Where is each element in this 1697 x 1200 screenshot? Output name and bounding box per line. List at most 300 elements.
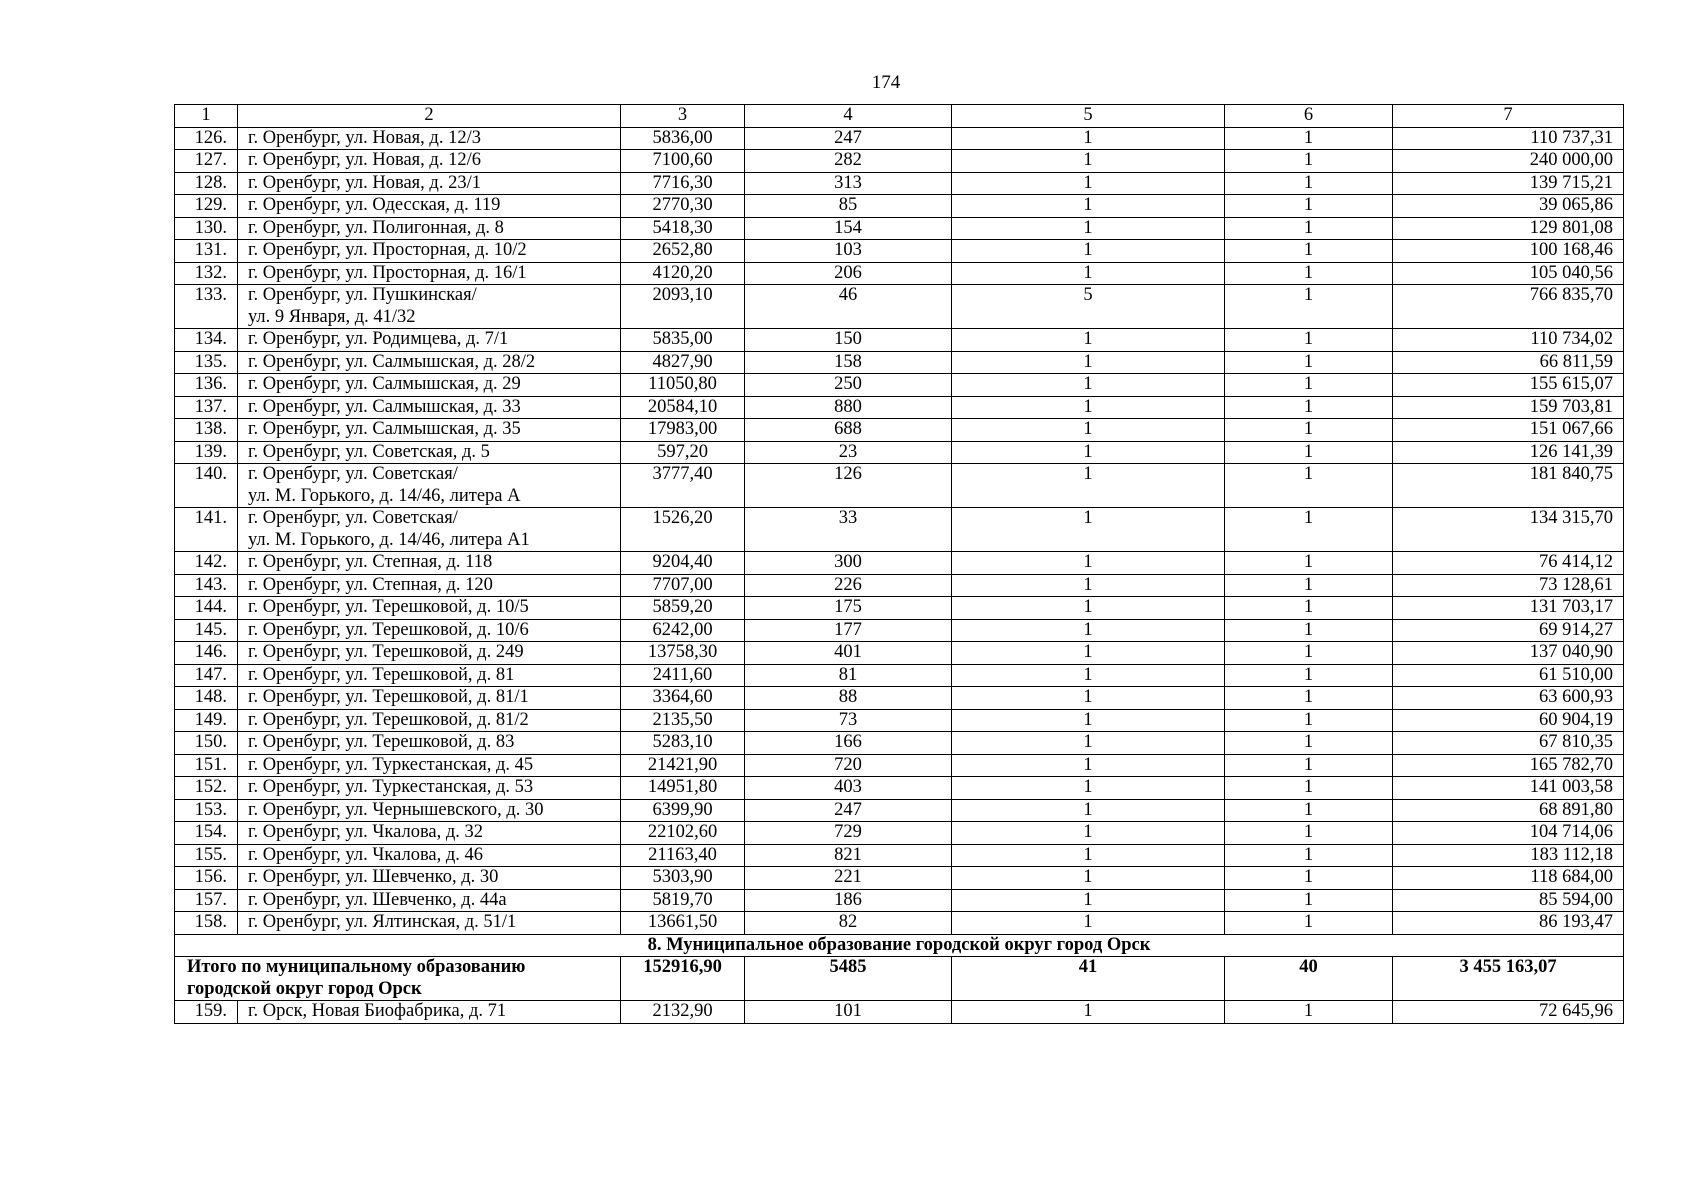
area-cell: 2093,10 [621,285,745,329]
row-number-cell: 146. [175,642,238,665]
residents-cell: 101 [745,1001,952,1024]
residents-cell: 46 [745,285,952,329]
row-number-cell: 159. [175,1001,238,1024]
count-cell: 1 [952,844,1225,867]
count-cell: 1 [952,240,1225,263]
address-line: г. Оренбург, ул. Родимцева, д. 7/1 [248,329,509,349]
area-cell: 2411,60 [621,664,745,687]
total-label-cell [175,957,621,1001]
count-cell: 1 [952,754,1225,777]
table-row [175,240,1624,263]
address-cell [238,664,621,687]
address-line: г. Оренбург, ул. Одесская, д. 119 [248,195,501,215]
count-cell: 1 [1225,799,1393,822]
table-row [175,552,1624,575]
table-row [175,732,1624,755]
address-cell [238,732,621,755]
row-number-cell: 158. [175,912,238,935]
address-line: г. Оренбург, ул. Салмышская, д. 33 [248,396,521,417]
residents-cell: 880 [745,396,952,419]
table-row [175,351,1624,374]
count-cell: 1 [952,732,1225,755]
row-number-cell: 154. [175,822,238,845]
count-cell: 1 [952,867,1225,890]
amount-cell: 39 065,86 [1393,195,1624,218]
residents-cell: 33 [745,508,952,552]
residents-cell: 23 [745,441,952,464]
table-row [175,441,1624,464]
row-number-cell: 135. [175,351,238,374]
count-cell: 1 [1225,195,1393,218]
count-cell: 1 [1225,867,1393,890]
table-row [175,1001,1624,1024]
address-cell [238,597,621,620]
area-cell: 9204,40 [621,552,745,575]
count-cell: 1 [952,799,1225,822]
count-cell: 1 [1225,664,1393,687]
table-row [175,217,1624,240]
count-cell: 1 [952,262,1225,285]
address-cell [238,374,621,397]
residents-cell: 403 [745,777,952,800]
address-cell [238,777,621,800]
amount-cell: 137 040,90 [1393,642,1624,665]
address-cell [238,709,621,732]
count-cell: 1 [1225,262,1393,285]
row-number-cell: 132. [175,262,238,285]
address-line: г. Оренбург, ул. Чернышевского, д. 30 [248,799,544,820]
count-cell: 1 [952,329,1225,352]
count-cell: 1 [1225,912,1393,935]
amount-cell: 66 811,59 [1393,351,1624,374]
address-line: г. Оренбург, ул. Терешковой, д. 81/1 [248,687,529,707]
count-cell: 1 [1225,619,1393,642]
area-cell: 3364,60 [621,687,745,710]
address-line: г. Оренбург, ул. Полигонная, д. 8 [248,217,504,238]
row-number-cell: 148. [175,687,238,710]
amount-cell: 100 168,46 [1393,240,1624,263]
area-cell: 5283,10 [621,732,745,755]
residents-cell: 250 [745,374,952,397]
table-row [175,508,1624,552]
amount-cell: 129 801,08 [1393,217,1624,240]
residents-cell: 221 [745,867,952,890]
address-line: г. Оренбург, ул. Туркестанская, д. 53 [248,777,534,797]
residents-cell: 166 [745,732,952,755]
row-number-cell: 127. [175,150,238,173]
address-line: г. Оренбург, ул. Салмышская, д. 28/2 [248,351,536,372]
count-cell: 1 [1225,777,1393,800]
amount-cell: 72 645,96 [1393,1001,1624,1024]
count-cell: 1 [952,597,1225,620]
count-cell: 1 [952,687,1225,710]
count-cell: 1 [1225,329,1393,352]
count-cell: 1 [952,822,1225,845]
amount-cell: 69 914,27 [1393,619,1624,642]
row-number-cell: 133. [175,285,238,329]
count-cell: 1 [1225,351,1393,374]
residents-cell: 175 [745,597,952,620]
row-number-cell: 153. [175,799,238,822]
address-cell [238,822,621,845]
count-cell: 1 [1225,732,1393,755]
residents-cell: 186 [745,889,952,912]
area-cell: 17983,00 [621,419,745,442]
count-cell: 1 [1225,754,1393,777]
residents-cell: 720 [745,754,952,777]
column-number-row [175,105,1624,128]
area-cell: 597,20 [621,441,745,464]
amount-cell: 131 703,17 [1393,597,1624,620]
address-line: г. Оренбург, ул. Советская/ [248,508,458,528]
address-line: г. Оренбург, ул. Чкалова, д. 32 [248,822,484,842]
table-row [175,822,1624,845]
count-cell: 1 [952,396,1225,419]
amount-cell: 104 714,06 [1393,822,1624,845]
table-row [175,172,1624,195]
count-cell: 1 [1225,464,1393,508]
count-cell: 1 [952,664,1225,687]
residents-cell: 103 [745,240,952,263]
amount-cell: 67 810,35 [1393,732,1624,755]
table-row [175,619,1624,642]
count-cell: 1 [952,374,1225,397]
address-cell [238,552,621,575]
row-number-cell: 147. [175,664,238,687]
count-cell: 1 [1225,508,1393,552]
address-line: г. Оренбург, ул. Терешковой, д. 81/2 [248,709,529,730]
total-count-cell: 40 [1225,957,1393,1001]
row-number-cell: 152. [175,777,238,800]
address-cell [238,619,621,642]
area-cell: 7707,00 [621,574,745,597]
address-line: г. Оренбург, ул. Терешковой, д. 83 [248,732,515,752]
table-row [175,285,1624,329]
count-cell: 1 [952,150,1225,173]
count-cell: 1 [1225,552,1393,575]
table-row [175,597,1624,620]
count-cell: 1 [1225,240,1393,263]
table-row [175,374,1624,397]
amount-cell: 151 067,66 [1393,419,1624,442]
count-cell: 1 [1225,574,1393,597]
area-cell: 7100,60 [621,150,745,173]
address-cell [238,799,621,822]
address-cell [238,195,621,218]
address-line: г. Оренбург, ул. Терешковой, д. 10/6 [248,619,529,640]
area-cell: 5418,30 [621,217,745,240]
residents-cell: 206 [745,262,952,285]
row-number-cell: 139. [175,441,238,464]
amount-cell: 63 600,93 [1393,687,1624,710]
page-number: 174 [871,72,901,93]
table-row [175,262,1624,285]
count-cell: 1 [952,1001,1225,1024]
area-cell: 2135,50 [621,709,745,732]
count-cell: 1 [1225,889,1393,912]
row-number-cell: 131. [175,240,238,263]
amount-cell: 155 615,07 [1393,374,1624,397]
amount-cell: 134 315,70 [1393,508,1624,552]
table-row [175,664,1624,687]
amount-cell: 183 112,18 [1393,844,1624,867]
area-cell: 1526,20 [621,508,745,552]
table-row [175,799,1624,822]
residents-cell: 88 [745,687,952,710]
residents-cell: 73 [745,709,952,732]
amount-cell: 139 715,21 [1393,172,1624,195]
total-label-line: Итого по муниципальному образованию [187,957,526,977]
address-line: г. Оренбург, ул. Степная, д. 118 [248,552,493,572]
address-cell [238,329,621,352]
address-cell [238,419,621,442]
residents-cell: 313 [745,172,952,195]
area-cell: 2652,80 [621,240,745,263]
address-line: г. Оренбург, ул. Ялтинская, д. 51/1 [248,912,517,932]
area-cell: 11050,80 [621,374,745,397]
address-cell [238,889,621,912]
count-cell: 1 [952,217,1225,240]
table-row [175,642,1624,665]
amount-cell: 110 737,31 [1393,127,1624,150]
count-cell: 5 [952,285,1225,329]
area-cell: 4120,20 [621,262,745,285]
area-cell: 6399,90 [621,799,745,822]
count-cell: 1 [952,619,1225,642]
count-cell: 1 [952,351,1225,374]
residents-cell: 729 [745,822,952,845]
count-cell: 1 [1225,150,1393,173]
count-cell: 1 [952,195,1225,218]
address-cell [238,127,621,150]
count-cell: 1 [952,552,1225,575]
address-cell [238,240,621,263]
amount-cell: 86 193,47 [1393,912,1624,935]
count-cell: 1 [952,777,1225,800]
count-cell: 1 [1225,127,1393,150]
amount-cell: 165 782,70 [1393,754,1624,777]
column-header: 3 [621,105,745,128]
row-number-cell: 157. [175,889,238,912]
section-heading-row [175,934,1624,957]
amount-cell: 110 734,02 [1393,329,1624,352]
row-number-cell: 151. [175,754,238,777]
area-cell: 21421,90 [621,754,745,777]
count-cell: 1 [952,441,1225,464]
count-cell: 1 [1225,441,1393,464]
count-cell: 1 [1225,709,1393,732]
row-number-cell: 137. [175,396,238,419]
row-number-cell: 134. [175,329,238,352]
area-cell: 5859,20 [621,597,745,620]
row-number-cell: 150. [175,732,238,755]
residents-cell: 688 [745,419,952,442]
area-cell: 22102,60 [621,822,745,845]
amount-cell: 76 414,12 [1393,552,1624,575]
row-number-cell: 140. [175,464,238,508]
row-number-cell: 145. [175,619,238,642]
count-cell: 1 [952,464,1225,508]
row-number-cell: 138. [175,419,238,442]
column-header: 6 [1225,105,1393,128]
row-number-cell: 141. [175,508,238,552]
count-cell: 1 [952,574,1225,597]
table-row [175,912,1624,935]
amount-cell: 159 703,81 [1393,396,1624,419]
area-cell: 5836,00 [621,127,745,150]
address-line: г. Оренбург, ул. Советская/ [248,464,458,484]
count-cell: 1 [1225,419,1393,442]
address-cell [238,217,621,240]
amount-cell: 61 510,00 [1393,664,1624,687]
address-line: г. Оренбург, ул. Советская, д. 5 [248,441,490,462]
residents-cell: 150 [745,329,952,352]
row-number-cell: 156. [175,867,238,890]
area-cell: 7716,30 [621,172,745,195]
total-amount-cell: 3 455 163,07 [1393,957,1624,1001]
table-row [175,889,1624,912]
area-cell: 6242,00 [621,619,745,642]
area-cell: 20584,10 [621,396,745,419]
residents-cell: 154 [745,217,952,240]
count-cell: 1 [1225,374,1393,397]
total-label-line: городской округ город Орск [187,978,422,999]
area-cell: 14951,80 [621,777,745,800]
address-cell [238,574,621,597]
area-cell: 5303,90 [621,867,745,890]
address-line: г. Оренбург, ул. Степная, д. 120 [248,574,493,595]
table-row [175,419,1624,442]
address-line: г. Оренбург, ул. Просторная, д. 10/2 [248,240,527,260]
count-cell: 1 [1225,172,1393,195]
count-cell: 1 [1225,285,1393,329]
residents-cell: 247 [745,799,952,822]
area-cell: 3777,40 [621,464,745,508]
count-cell: 1 [952,508,1225,552]
count-cell: 1 [1225,396,1393,419]
table-row [175,150,1624,173]
address-line: г. Орск, Новая Биофабрика, д. 71 [248,1001,507,1021]
residents-cell: 177 [745,619,952,642]
address-line: г. Оренбург, ул. Салмышская, д. 29 [248,374,521,394]
table-row [175,844,1624,867]
amount-cell: 240 000,00 [1393,150,1624,173]
total-count-cell: 41 [952,957,1225,1001]
count-cell: 1 [1225,597,1393,620]
count-cell: 1 [952,912,1225,935]
amount-cell: 181 840,75 [1393,464,1624,508]
residents-cell: 300 [745,552,952,575]
table-row [175,396,1624,419]
address-line: г. Оренбург, ул. Просторная, д. 16/1 [248,262,527,283]
count-cell: 1 [952,419,1225,442]
table-row [175,867,1624,890]
total-row [175,957,1624,1001]
residents-cell: 401 [745,642,952,665]
row-number-cell: 143. [175,574,238,597]
address-line: г. Оренбург, ул. Шевченко, д. 44а [248,889,507,910]
count-cell: 1 [952,172,1225,195]
row-number-cell: 130. [175,217,238,240]
table-row [175,464,1624,508]
count-cell: 1 [1225,217,1393,240]
address-line: г. Оренбург, ул. Салмышская, д. 35 [248,419,521,439]
address-line: г. Оренбург, ул. Терешковой, д. 10/5 [248,597,529,617]
residents-cell: 81 [745,664,952,687]
address-line: г. Оренбург, ул. Терешковой, д. 81 [248,664,515,685]
area-cell: 21163,40 [621,844,745,867]
housing-register-table [174,104,1624,1024]
column-header: 2 [238,105,621,128]
total-residents-cell: 5485 [745,957,952,1001]
address-line: ул. М. Горького, д. 14/46, литера А [248,485,521,506]
count-cell: 1 [1225,642,1393,665]
count-cell: 1 [1225,687,1393,710]
amount-cell: 60 904,19 [1393,709,1624,732]
address-line: г. Оренбург, ул. Чкалова, д. 46 [248,844,484,865]
row-number-cell: 136. [175,374,238,397]
address-cell [238,844,621,867]
table-row [175,687,1624,710]
address-cell [238,912,621,935]
amount-cell: 141 003,58 [1393,777,1624,800]
address-cell [238,441,621,464]
address-line: г. Оренбург, ул. Терешковой, д. 249 [248,642,524,662]
section-heading: 8. Муниципальное образование городской округ город Орск [175,934,1624,957]
address-line: г. Оренбург, ул. Новая, д. 12/6 [248,150,481,170]
column-header: 5 [952,105,1225,128]
address-line: ул. 9 Января, д. 41/32 [248,306,416,327]
amount-cell: 85 594,00 [1393,889,1624,912]
area-cell: 2132,90 [621,1001,745,1024]
row-number-cell: 129. [175,195,238,218]
address-cell [238,1001,621,1024]
area-cell: 4827,90 [621,351,745,374]
row-number-cell: 149. [175,709,238,732]
address-cell [238,172,621,195]
row-number-cell: 126. [175,127,238,150]
count-cell: 1 [952,127,1225,150]
count-cell: 1 [1225,822,1393,845]
residents-cell: 82 [745,912,952,935]
amount-cell: 73 128,61 [1393,574,1624,597]
address-cell [238,642,621,665]
address-cell [238,262,621,285]
table-body [175,105,1624,1024]
area-cell: 2770,30 [621,195,745,218]
table-row [175,777,1624,800]
total-area-cell: 152916,90 [621,957,745,1001]
table-row [175,195,1624,218]
residents-cell: 158 [745,351,952,374]
amount-cell: 126 141,39 [1393,441,1624,464]
address-line: ул. М. Горького, д. 14/46, литера А1 [248,529,530,550]
row-number-cell: 142. [175,552,238,575]
address-cell [238,687,621,710]
address-cell [238,508,621,552]
residents-cell: 247 [745,127,952,150]
residents-cell: 821 [745,844,952,867]
table-row [175,709,1624,732]
column-header: 1 [175,105,238,128]
row-number-cell: 144. [175,597,238,620]
area-cell: 13758,30 [621,642,745,665]
address-cell [238,351,621,374]
amount-cell: 118 684,00 [1393,867,1624,890]
count-cell: 1 [952,642,1225,665]
count-cell: 1 [1225,1001,1393,1024]
address-line: г. Оренбург, ул. Новая, д. 23/1 [248,172,481,193]
